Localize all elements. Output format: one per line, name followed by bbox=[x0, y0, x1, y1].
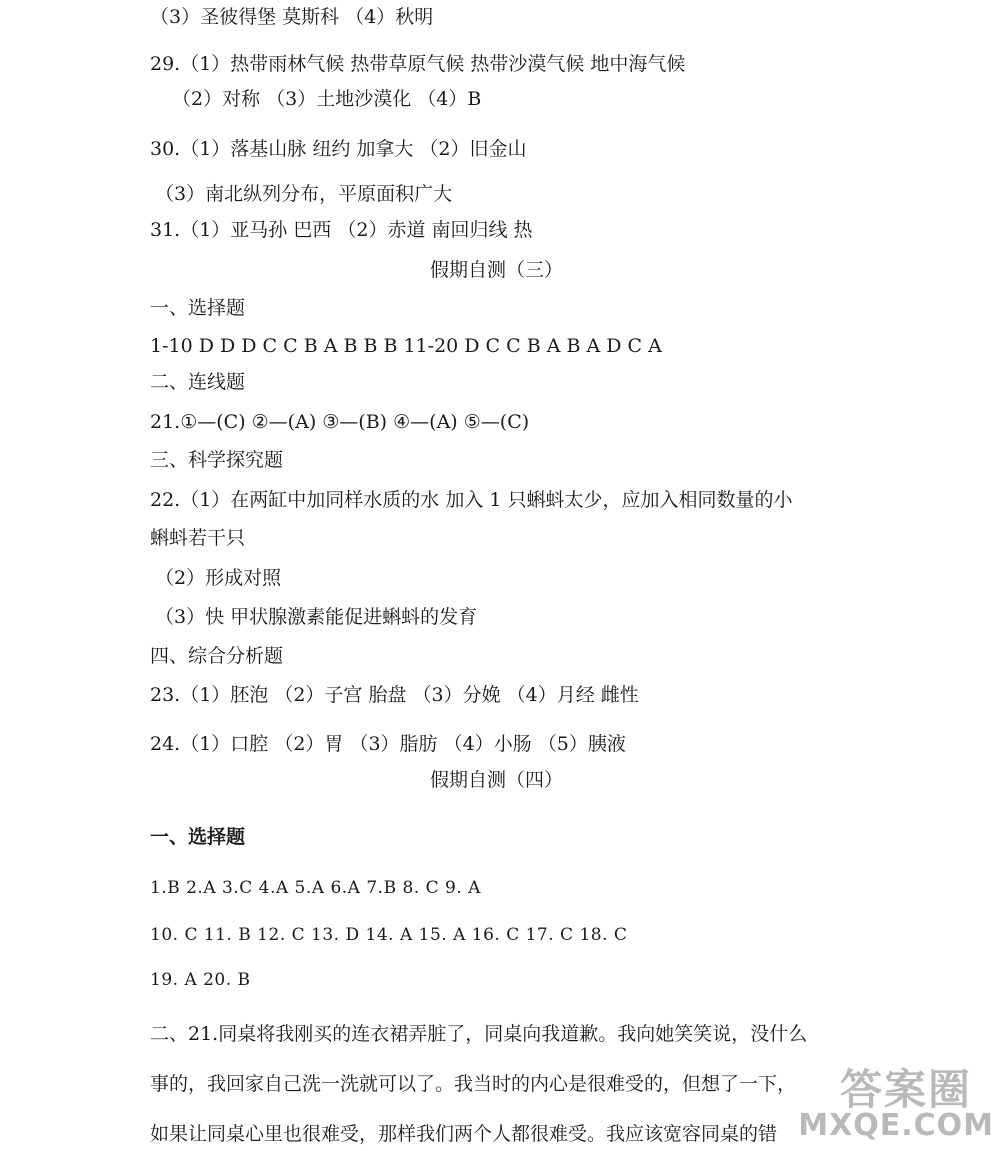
answer-line-23: 23.（1）胚泡 （2）子宫 胎盘 （3）分娩 （4）月经 雌性 bbox=[150, 684, 639, 706]
answer-line-choice-10-18: 10. C 11. B 12. C 13. D 14. A 15. A 16. C 17. C 18. C bbox=[150, 925, 628, 945]
answer-line-22-1: 22.（1）在两缸中加同样水质的水 加入 1 只蝌蚪太少，应加入相同数量的小 bbox=[150, 489, 793, 511]
answer-line-choice-1-20: 1-10 D D D C C B A B B B 11-20 D C C B A B A D C A bbox=[150, 335, 662, 357]
answer-line-29-1: 29.（1）热带雨林气候 热带草原气候 热带沙漠气候 地中海气候 bbox=[150, 53, 686, 75]
heading-choice-questions-4: 一、选择题 bbox=[150, 826, 246, 848]
section-title-test-4: 假期自测（四） bbox=[430, 769, 564, 791]
answer-line-22-1-cont: 蝌蚪若干只 bbox=[150, 527, 246, 549]
watermark-site: MXQE.COM bbox=[798, 1108, 994, 1143]
watermark-logo: 答案圈 bbox=[839, 1065, 972, 1114]
answer-line-30-3: （3）南北纵列分布，平原面积广大 bbox=[155, 183, 453, 205]
answer-line-21: 21.①—(C) ②—(A) ③—(B) ④—(A) ⑤—(C) bbox=[150, 411, 530, 433]
answer-line-28-3: （3）圣彼得堡 莫斯科 （4）秋明 bbox=[150, 6, 434, 28]
answer-line-essay-1: 二、21.同桌将我刚买的连衣裙弄脏了，同桌向我道歉。我向她笑笑说，没什么 bbox=[150, 1023, 808, 1045]
answer-line-31: 31.（1）亚马孙 巴西 （2）赤道 南回归线 热 bbox=[150, 219, 533, 241]
answer-line-24: 24.（1）口腔 （2）胃 （3）脂肪 （4）小肠 （5）胰液 bbox=[150, 733, 626, 755]
watermark bbox=[798, 1055, 994, 1147]
answer-line-22-2: （2）形成对照 bbox=[155, 567, 282, 589]
heading-matching-questions: 二、连线题 bbox=[150, 371, 246, 393]
heading-comprehensive-analysis: 四、综合分析题 bbox=[150, 645, 284, 667]
answer-line-essay-2: 事的，我回家自己洗一洗就可以了。我当时的内心是很难受的，但想了一下， bbox=[150, 1073, 797, 1095]
section-title-test-3: 假期自测（三） bbox=[430, 259, 564, 281]
heading-science-inquiry: 三、科学探究题 bbox=[150, 449, 284, 471]
answer-line-choice-19-20: 19. A 20. B bbox=[150, 970, 251, 990]
answer-line-choice-1-9: 1.B 2.A 3.C 4.A 5.A 6.A 7.B 8. C 9. A bbox=[150, 878, 481, 898]
answer-line-essay-3: 如果让同桌心里也很难受，那样我们两个人都很难受。我应该宽容同桌的错 bbox=[150, 1123, 778, 1145]
answer-line-29-2: （2）对称 （3）土地沙漠化 （4）B bbox=[172, 88, 482, 110]
answer-line-30-1: 30.（1）落基山脉 纽约 加拿大 （2）旧金山 bbox=[150, 138, 527, 160]
heading-choice-questions: 一、选择题 bbox=[150, 297, 246, 319]
answer-line-22-3: （3）快 甲状腺激素能促进蝌蚪的发育 bbox=[155, 606, 478, 628]
